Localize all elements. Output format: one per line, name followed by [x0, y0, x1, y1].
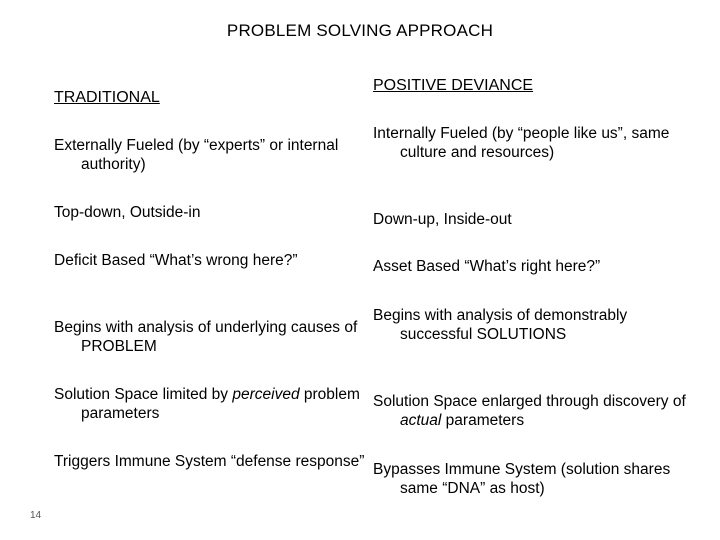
traditional-item-analysis: Begins with analysis of underlying causes of PROBLEM — [54, 319, 358, 355]
pd-item-immune: Bypasses Immune System (solution shares same “DNA” as host) — [373, 461, 671, 497]
pd-item-basis: Asset Based “What’s right here?” — [373, 258, 601, 275]
traditional-item-direction: Top-down, Outside-in — [54, 204, 201, 221]
traditional-item-basis: Deficit Based “What’s wrong here?” — [54, 252, 298, 269]
traditional-solution-space-text-1: Solution Space limited by — [54, 386, 233, 403]
traditional-item-solution-space — [54, 385, 381, 423]
pd-solution-space-text-1: Solution Space enlarged through discovery of — [373, 393, 686, 410]
traditional-item-fuel: Externally Fueled (by “experts” or internal authority) — [54, 137, 339, 173]
pd-item-solution-space — [373, 392, 700, 430]
traditional-item-immune: Triggers Immune System “defense response” — [54, 453, 365, 470]
pd-item-direction: Down-up, Inside-out — [373, 211, 512, 228]
slide-number: 14 — [30, 510, 42, 521]
pd-solution-space-emphasis: actual — [400, 412, 442, 429]
column-header-traditional: TRADITIONAL — [54, 89, 160, 106]
traditional-solution-space-text-2: problem parameters — [81, 386, 360, 422]
slide-title: PROBLEM SOLVING APPROACH — [226, 21, 494, 40]
traditional-solution-space-emphasis: perceived — [232, 386, 300, 403]
column-header-positive-deviance: POSITIVE DEVIANCE — [373, 77, 534, 94]
pd-solution-space-text-2: parameters — [441, 412, 525, 429]
pd-item-analysis: Begins with analysis of demonstrably successful SOLUTIONS — [373, 307, 628, 343]
pd-item-fuel: Internally Fueled (by “people like us”, same culture and resources) — [373, 125, 670, 161]
